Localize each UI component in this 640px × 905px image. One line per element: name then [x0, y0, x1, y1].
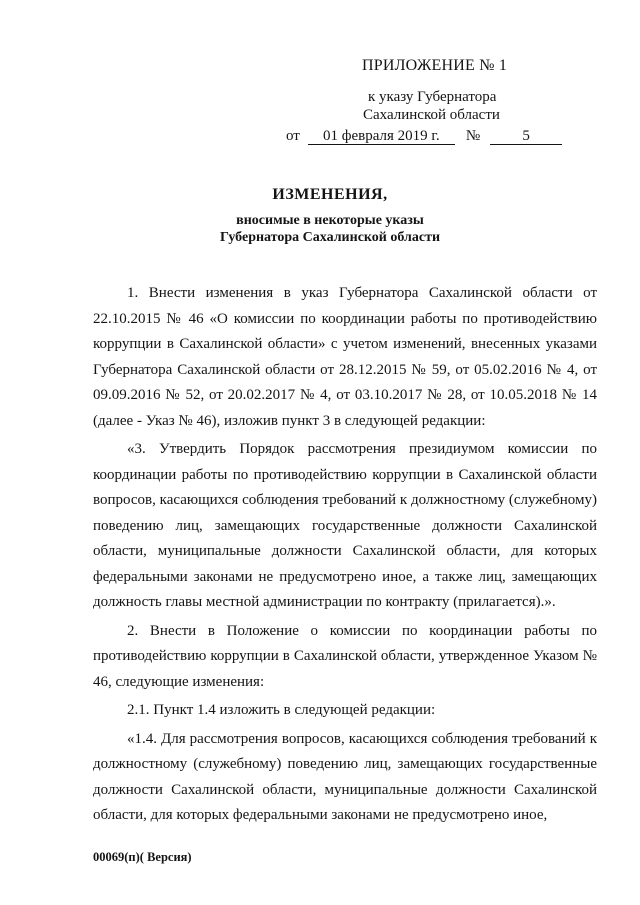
number-label: №: [465, 128, 481, 144]
annex-line-region: Сахалинской области: [363, 107, 500, 123]
date-label: от: [286, 128, 300, 144]
document-subtitle-2: Губернатора Сахалинской области: [219, 230, 441, 245]
decree-number: 5: [490, 129, 562, 145]
annex-line-decree: к указу Губернатора: [368, 89, 497, 105]
paragraph-quote-3: «3. Утвердить Порядок рассмотрения президиумом комиссии по координации работы по противодействию коррупции в Сахалинской области вопросов, касающихся соблюдения требований к должностному (служебному) поведению лиц, замещающих государственные должности Сахалинской области, муниципальные должности Сахалинской области, для которых федеральными законами не предусмотрено иное, а также лиц, замещающих должность главы местной администрации по контракту (прилагается).».: [93, 441, 597, 610]
document-subtitle-1: вносимые в некоторые указы: [236, 213, 424, 228]
document-title: ИЗМЕНЕНИЯ,: [272, 186, 388, 203]
annex-header: [286, 57, 562, 145]
document-footer-code: 00069(п)( Версия): [93, 850, 192, 864]
annex-date-row: [286, 127, 562, 145]
paragraph-1: 1. Внести изменения в указ Губернатора Сахалинской области от 22.10.2015 № 46 «О комиссии по координации работы по противодействию коррупции в Сахалинской области» с учетом изменений, внесенных указами Губернатора Сахалинской области от 28.12.2015 № 59, от 05.02.2016 № 4, от 09.09.2016 № 52, от 20.02.2017 № 4, от 03.10.2017 № 28, от 10.05.2018 № 14 (далее - Указ № 46), изложив пункт 3 в следующей редакции:: [93, 285, 597, 429]
decree-date: 01 февраля 2019 г.: [308, 129, 455, 145]
paragraph-2: 2. Внести в Положение о комиссии по координации работы по противодействию коррупции в Сахалинской области, утвержденное Указом № 46, следующие изменения:: [93, 622, 597, 690]
paragraph-quote-1-4: «1.4. Для рассмотрения вопросов, касающихся соблюдения требований к должностному (служебному) поведению лиц, замещающих государственные должности Сахалинской области, муниципальные должности Сахалинской области, для которых федеральными законами не предусмотрено иное,: [93, 730, 597, 823]
document-body: [93, 281, 597, 829]
annex-title: ПРИЛОЖЕНИЕ № 1: [362, 57, 508, 74]
paragraph-2-1: 2.1. Пункт 1.4 изложить в следующей редакции:: [127, 702, 436, 718]
